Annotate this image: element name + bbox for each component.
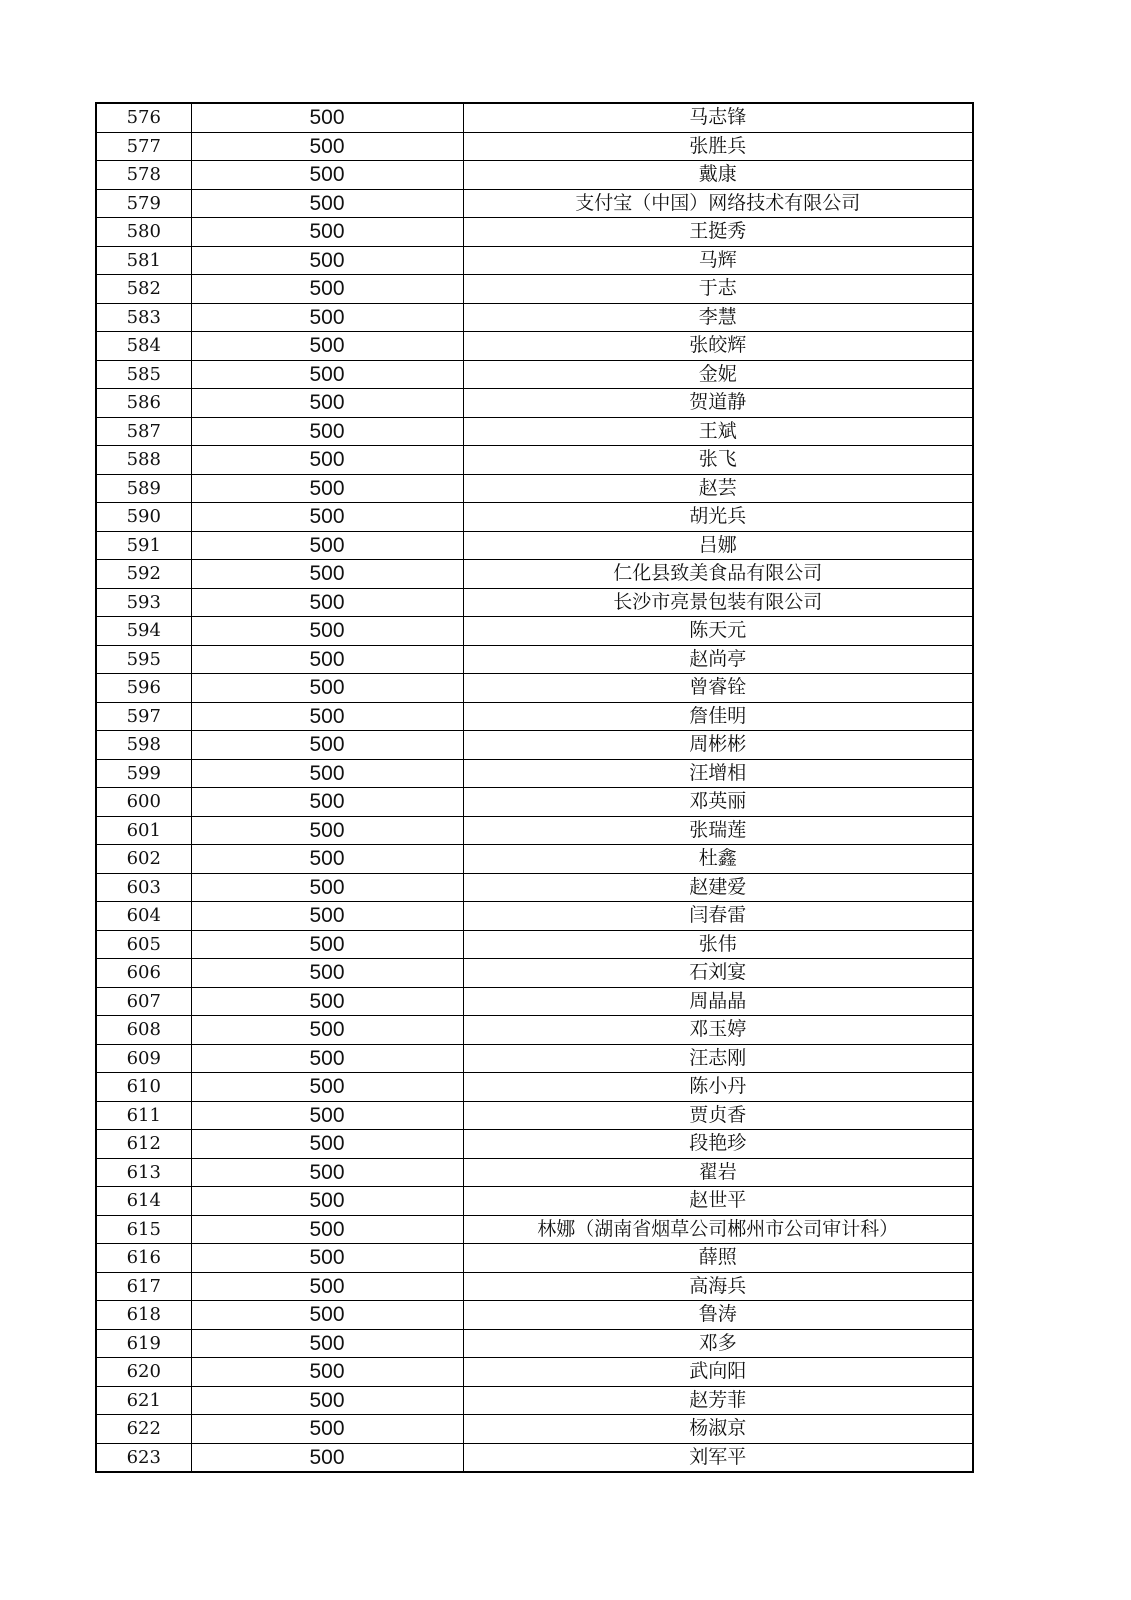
row-number-cell: 606 xyxy=(96,959,191,988)
row-number-cell: 614 xyxy=(96,1187,191,1216)
amount-cell: 500 xyxy=(191,1386,463,1415)
donor-name-cell: 邓多 xyxy=(463,1329,973,1358)
row-number-cell: 589 xyxy=(96,474,191,503)
table-row xyxy=(96,560,973,589)
table-row xyxy=(96,1272,973,1301)
donor-name-cell: 张飞 xyxy=(463,446,973,475)
donor-name-cell: 周晶晶 xyxy=(463,987,973,1016)
amount-cell: 500 xyxy=(191,1044,463,1073)
row-number-cell: 605 xyxy=(96,930,191,959)
table-row xyxy=(96,360,973,389)
donor-name-cell: 曾睿铨 xyxy=(463,674,973,703)
donor-name-cell: 闫春雷 xyxy=(463,902,973,931)
donor-name-cell: 贾贞香 xyxy=(463,1101,973,1130)
donor-name-cell: 赵建爱 xyxy=(463,873,973,902)
amount-cell: 500 xyxy=(191,873,463,902)
table-row xyxy=(96,417,973,446)
table-row xyxy=(96,1301,973,1330)
donor-name-cell: 支付宝（中国）网络技术有限公司 xyxy=(463,189,973,218)
row-number-cell: 609 xyxy=(96,1044,191,1073)
table-row xyxy=(96,474,973,503)
row-number-cell: 587 xyxy=(96,417,191,446)
table-row xyxy=(96,788,973,817)
row-number-cell: 611 xyxy=(96,1101,191,1130)
row-number-cell: 608 xyxy=(96,1016,191,1045)
row-number-cell: 597 xyxy=(96,702,191,731)
table-row xyxy=(96,1044,973,1073)
row-number-cell: 616 xyxy=(96,1244,191,1273)
amount-cell: 500 xyxy=(191,103,463,132)
table-row xyxy=(96,103,973,132)
donor-name-cell: 鲁涛 xyxy=(463,1301,973,1330)
amount-cell: 500 xyxy=(191,1272,463,1301)
amount-cell: 500 xyxy=(191,132,463,161)
table-row xyxy=(96,189,973,218)
row-number-cell: 623 xyxy=(96,1443,191,1472)
amount-cell: 500 xyxy=(191,474,463,503)
row-number-cell: 598 xyxy=(96,731,191,760)
row-number-cell: 600 xyxy=(96,788,191,817)
donor-name-cell: 汪志刚 xyxy=(463,1044,973,1073)
amount-cell: 500 xyxy=(191,1158,463,1187)
row-number-cell: 588 xyxy=(96,446,191,475)
amount-cell: 500 xyxy=(191,959,463,988)
table-row xyxy=(96,617,973,646)
table-row xyxy=(96,1443,973,1472)
row-number-cell: 578 xyxy=(96,161,191,190)
donor-name-cell: 马志锋 xyxy=(463,103,973,132)
amount-cell: 500 xyxy=(191,645,463,674)
table-row xyxy=(96,930,973,959)
row-number-cell: 577 xyxy=(96,132,191,161)
donor-name-cell: 周彬彬 xyxy=(463,731,973,760)
table-row xyxy=(96,645,973,674)
amount-cell: 500 xyxy=(191,1130,463,1159)
row-number-cell: 584 xyxy=(96,332,191,361)
table-row xyxy=(96,246,973,275)
table-row xyxy=(96,332,973,361)
row-number-cell: 607 xyxy=(96,987,191,1016)
row-number-cell: 581 xyxy=(96,246,191,275)
donor-name-cell: 张胜兵 xyxy=(463,132,973,161)
table-row xyxy=(96,1358,973,1387)
table-row xyxy=(96,1244,973,1273)
donor-name-cell: 金妮 xyxy=(463,360,973,389)
amount-cell: 500 xyxy=(191,446,463,475)
table-row xyxy=(96,1386,973,1415)
table-body xyxy=(96,103,973,1472)
row-number-cell: 590 xyxy=(96,503,191,532)
donor-name-cell: 石刘宴 xyxy=(463,959,973,988)
donor-name-cell: 仁化县致美食品有限公司 xyxy=(463,560,973,589)
donor-name-cell: 翟岩 xyxy=(463,1158,973,1187)
amount-cell: 500 xyxy=(191,1329,463,1358)
table-row xyxy=(96,218,973,247)
row-number-cell: 612 xyxy=(96,1130,191,1159)
donor-name-cell: 张伟 xyxy=(463,930,973,959)
donor-name-cell: 林娜（湖南省烟草公司郴州市公司审计科） xyxy=(463,1215,973,1244)
amount-cell: 500 xyxy=(191,360,463,389)
table-row xyxy=(96,1187,973,1216)
row-number-cell: 593 xyxy=(96,588,191,617)
amount-cell: 500 xyxy=(191,560,463,589)
donor-name-cell: 张瑞莲 xyxy=(463,816,973,845)
row-number-cell: 621 xyxy=(96,1386,191,1415)
amount-cell: 500 xyxy=(191,303,463,332)
amount-cell: 500 xyxy=(191,1101,463,1130)
amount-cell: 500 xyxy=(191,1301,463,1330)
row-number-cell: 619 xyxy=(96,1329,191,1358)
table-row xyxy=(96,702,973,731)
table-row xyxy=(96,588,973,617)
table-row xyxy=(96,816,973,845)
donor-name-cell: 陈小丹 xyxy=(463,1073,973,1102)
row-number-cell: 620 xyxy=(96,1358,191,1387)
amount-cell: 500 xyxy=(191,588,463,617)
row-number-cell: 595 xyxy=(96,645,191,674)
donor-name-cell: 赵尚亭 xyxy=(463,645,973,674)
table-row xyxy=(96,674,973,703)
amount-cell: 500 xyxy=(191,1187,463,1216)
amount-cell: 500 xyxy=(191,332,463,361)
row-number-cell: 610 xyxy=(96,1073,191,1102)
table-row xyxy=(96,132,973,161)
amount-cell: 500 xyxy=(191,1244,463,1273)
table-row xyxy=(96,1101,973,1130)
amount-cell: 500 xyxy=(191,275,463,304)
table-row xyxy=(96,987,973,1016)
table-row xyxy=(96,1016,973,1045)
row-number-cell: 603 xyxy=(96,873,191,902)
table-row xyxy=(96,161,973,190)
amount-cell: 500 xyxy=(191,161,463,190)
row-number-cell: 604 xyxy=(96,902,191,931)
amount-cell: 500 xyxy=(191,218,463,247)
table-row xyxy=(96,1130,973,1159)
amount-cell: 500 xyxy=(191,987,463,1016)
row-number-cell: 596 xyxy=(96,674,191,703)
row-number-cell: 622 xyxy=(96,1415,191,1444)
amount-cell: 500 xyxy=(191,531,463,560)
amount-cell: 500 xyxy=(191,702,463,731)
amount-cell: 500 xyxy=(191,845,463,874)
row-number-cell: 599 xyxy=(96,759,191,788)
table-row xyxy=(96,1415,973,1444)
donor-name-cell: 胡光兵 xyxy=(463,503,973,532)
row-number-cell: 585 xyxy=(96,360,191,389)
amount-cell: 500 xyxy=(191,788,463,817)
donor-name-cell: 邓玉婷 xyxy=(463,1016,973,1045)
amount-cell: 500 xyxy=(191,816,463,845)
table-row xyxy=(96,275,973,304)
donor-name-cell: 于志 xyxy=(463,275,973,304)
row-number-cell: 592 xyxy=(96,560,191,589)
amount-cell: 500 xyxy=(191,503,463,532)
donor-name-cell: 武向阳 xyxy=(463,1358,973,1387)
table-row xyxy=(96,303,973,332)
row-number-cell: 601 xyxy=(96,816,191,845)
amount-cell: 500 xyxy=(191,1443,463,1472)
amount-cell: 500 xyxy=(191,1016,463,1045)
table-row xyxy=(96,389,973,418)
amount-cell: 500 xyxy=(191,617,463,646)
donor-name-cell: 杨淑京 xyxy=(463,1415,973,1444)
donor-name-cell: 赵芳菲 xyxy=(463,1386,973,1415)
amount-cell: 500 xyxy=(191,189,463,218)
table-row xyxy=(96,845,973,874)
amount-cell: 500 xyxy=(191,902,463,931)
donor-name-cell: 王挺秀 xyxy=(463,218,973,247)
table-row xyxy=(96,873,973,902)
amount-cell: 500 xyxy=(191,731,463,760)
amount-cell: 500 xyxy=(191,417,463,446)
donor-name-cell: 吕娜 xyxy=(463,531,973,560)
table-row xyxy=(96,902,973,931)
row-number-cell: 594 xyxy=(96,617,191,646)
donor-name-cell: 马辉 xyxy=(463,246,973,275)
amount-cell: 500 xyxy=(191,930,463,959)
amount-cell: 500 xyxy=(191,1415,463,1444)
donor-name-cell: 詹佳明 xyxy=(463,702,973,731)
row-number-cell: 582 xyxy=(96,275,191,304)
table-row xyxy=(96,1329,973,1358)
table-row xyxy=(96,731,973,760)
row-number-cell: 613 xyxy=(96,1158,191,1187)
row-number-cell: 602 xyxy=(96,845,191,874)
row-number-cell: 617 xyxy=(96,1272,191,1301)
table-row xyxy=(96,759,973,788)
table-row xyxy=(96,1158,973,1187)
row-number-cell: 576 xyxy=(96,103,191,132)
amount-cell: 500 xyxy=(191,759,463,788)
table-row xyxy=(96,503,973,532)
donor-name-cell: 刘军平 xyxy=(463,1443,973,1472)
donor-name-cell: 戴康 xyxy=(463,161,973,190)
table-row xyxy=(96,959,973,988)
amount-cell: 500 xyxy=(191,674,463,703)
amount-cell: 500 xyxy=(191,1215,463,1244)
amount-cell: 500 xyxy=(191,389,463,418)
row-number-cell: 583 xyxy=(96,303,191,332)
donor-name-cell: 赵芸 xyxy=(463,474,973,503)
donor-name-cell: 邓英丽 xyxy=(463,788,973,817)
donor-name-cell: 赵世平 xyxy=(463,1187,973,1216)
donor-name-cell: 高海兵 xyxy=(463,1272,973,1301)
table-row xyxy=(96,1215,973,1244)
amount-cell: 500 xyxy=(191,246,463,275)
donor-name-cell: 薛照 xyxy=(463,1244,973,1273)
amount-cell: 500 xyxy=(191,1358,463,1387)
donor-name-cell: 陈天元 xyxy=(463,617,973,646)
row-number-cell: 615 xyxy=(96,1215,191,1244)
donor-name-cell: 张皎辉 xyxy=(463,332,973,361)
table-row xyxy=(96,531,973,560)
table-row xyxy=(96,1073,973,1102)
donor-name-cell: 长沙市亮景包装有限公司 xyxy=(463,588,973,617)
amount-cell: 500 xyxy=(191,1073,463,1102)
donor-name-cell: 杜鑫 xyxy=(463,845,973,874)
row-number-cell: 579 xyxy=(96,189,191,218)
row-number-cell: 586 xyxy=(96,389,191,418)
donor-name-cell: 贺道静 xyxy=(463,389,973,418)
donation-table xyxy=(95,102,974,1473)
donor-name-cell: 段艳珍 xyxy=(463,1130,973,1159)
row-number-cell: 580 xyxy=(96,218,191,247)
donor-name-cell: 汪增相 xyxy=(463,759,973,788)
row-number-cell: 591 xyxy=(96,531,191,560)
donor-name-cell: 王斌 xyxy=(463,417,973,446)
table-row xyxy=(96,446,973,475)
row-number-cell: 618 xyxy=(96,1301,191,1330)
donor-name-cell: 李慧 xyxy=(463,303,973,332)
